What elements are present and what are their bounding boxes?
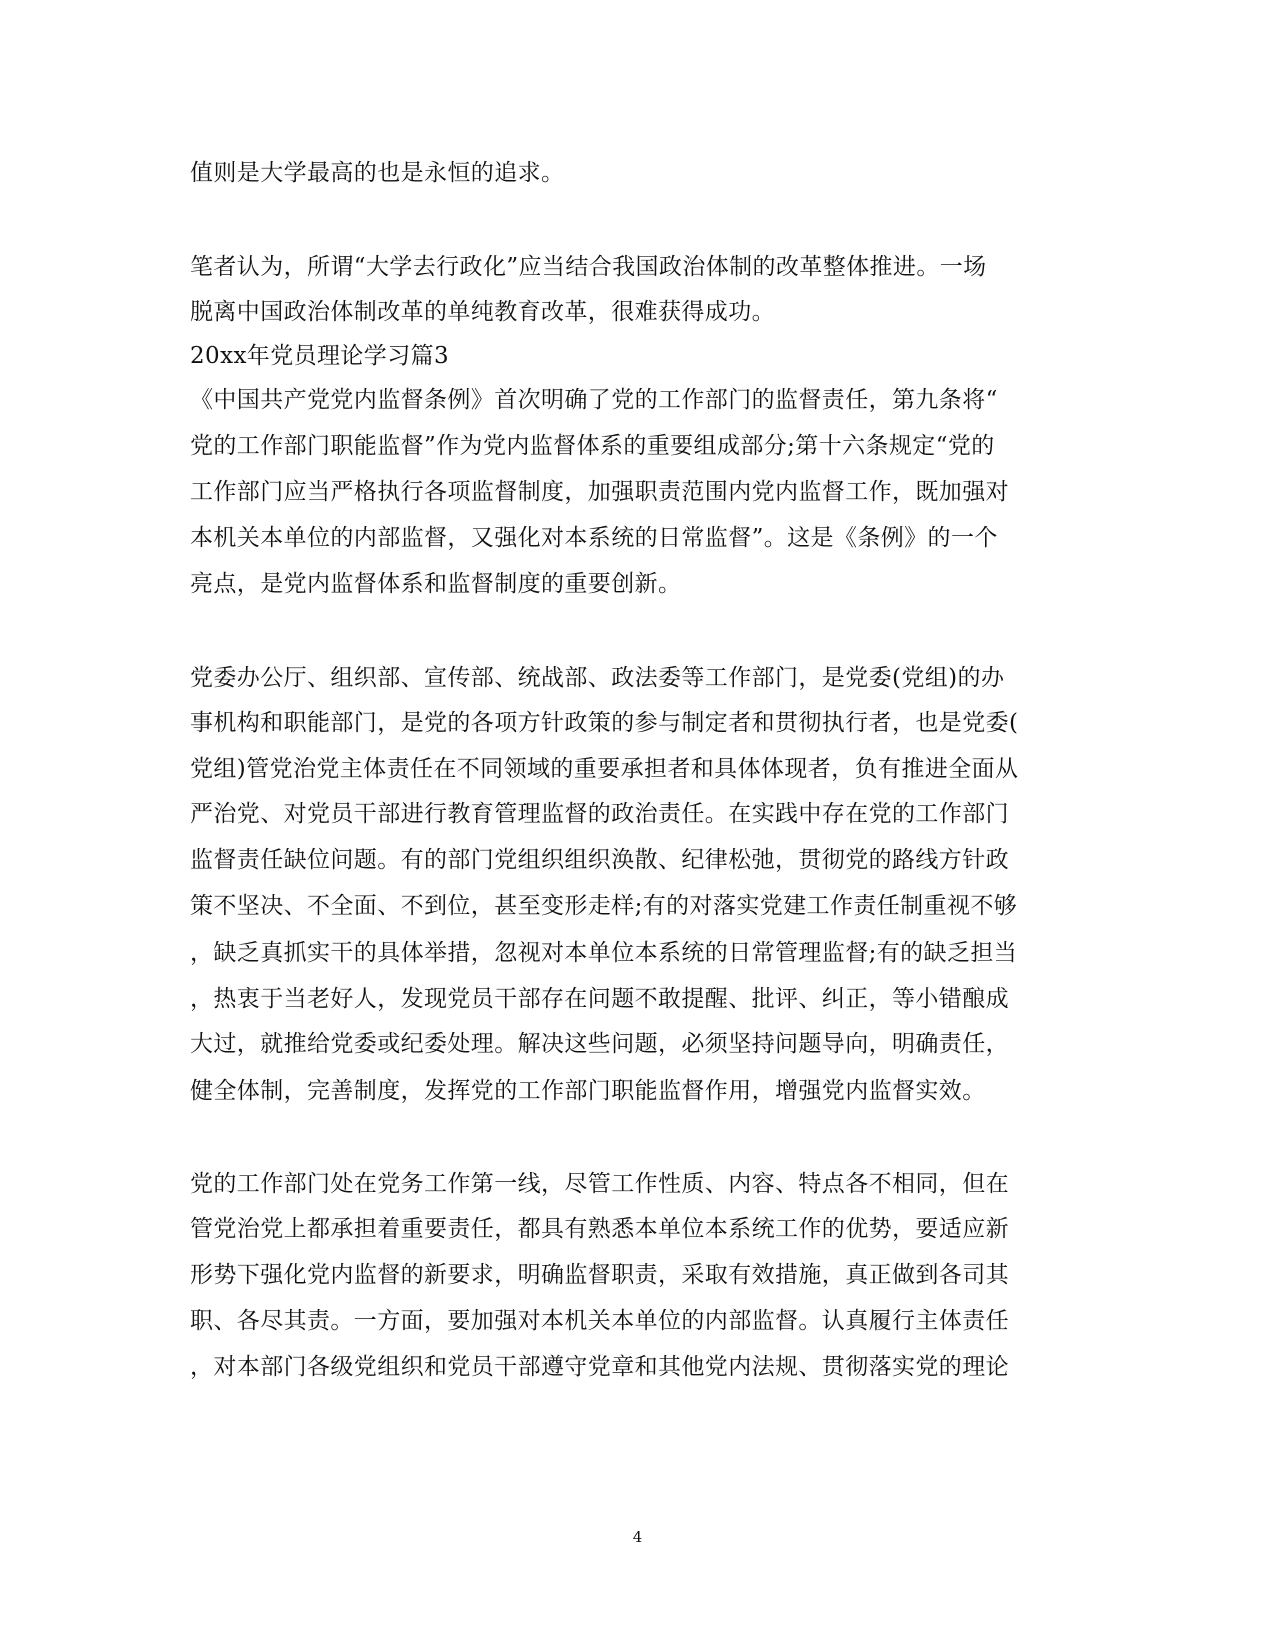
page-number: 4 <box>632 1528 643 1546</box>
section-heading: 20xx年党员理论学习篇3 <box>190 343 450 369</box>
text-line: 形势下强化党内监督的新要求，明确监督职责，采取有效措施，真正做到各司其 <box>190 1262 1009 1288</box>
text-line: ，热衷于当老好人，发现党员干部存在问题不敢提醒、批评、纠正，等小错酿成 <box>190 986 1009 1012</box>
text-line: 脱离中国政治体制改革的单纯教育改革，很难获得成功。 <box>190 299 775 325</box>
text-line: 党的工作部门职能监督”作为党内监督体系的重要组成部分;第十六条规定“党的 <box>190 433 995 459</box>
text-line: 策不坚决、不全面、不到位，甚至变形走样;有的对落实党建工作责任制重视不够 <box>190 893 1018 919</box>
text-line: 健全体制，完善制度，发挥党的工作部门职能监督作用，增强党内监督实效。 <box>190 1078 986 1104</box>
text-line: 党的工作部门处在党务工作第一线，尽管工作性质、内容、特点各不相同，但在 <box>190 1171 1009 1197</box>
text-line: 亮点，是党内监督体系和监督制度的重要创新。 <box>190 571 682 597</box>
text-line: 党组)管党治党主体责任在不同领域的重要承担者和具体体现者，负有推进全面从 <box>190 756 1019 782</box>
text-line: 管党治党上都承担着重要责任，都具有熟悉本单位本系统工作的优势，要适应新 <box>190 1216 1009 1242</box>
text-line: 事机构和职能部门，是党的各项方针政策的参与制定者和贯彻执行者，也是党委( <box>190 710 1019 736</box>
text-line: 值则是大学最高的也是永恒的追求。 <box>190 160 565 186</box>
text-line: 大过，就推给党委或纪委处理。解决这些问题，必须坚持问题导向，明确责任， <box>190 1031 1009 1057</box>
text-line: 严治党、对党员干部进行教育管理监督的政治责任。在实践中存在党的工作部门 <box>190 801 1009 827</box>
text-line: 职、各尽其责。一方面，要加强对本机关本单位的内部监督。认真履行主体责任 <box>190 1308 1009 1334</box>
text-line: 党委办公厅、组织部、宣传部、统战部、政法委等工作部门，是党委(党组)的办 <box>190 665 1005 691</box>
text-line: 本机关本单位的内部监督，又强化对本系统的日常监督”。这是《条例》的一个 <box>190 525 998 551</box>
text-line: 《中国共产党党内监督条例》首次明确了党的工作部门的监督责任，第九条将“ <box>190 387 998 413</box>
text-line: ，缺乏真抓实干的具体举措，忽视对本单位本系统的日常管理监督;有的缺乏担当 <box>190 940 1018 966</box>
text-line: 工作部门应当严格执行各项监督制度，加强职责范围内党内监督工作，既加强对 <box>190 479 1009 505</box>
text-line: 笔者认为，所谓“大学去行政化”应当结合我国政治体制的改革整体推进。一场 <box>190 254 987 280</box>
text-line: 监督责任缺位问题。有的部门党组织组织涣散、纪律松弛，贯彻党的路线方针政 <box>190 847 1009 873</box>
text-line: ，对本部门各级党组织和党员干部遵守党章和其他党内法规、贯彻落实党的理论 <box>190 1354 1009 1380</box>
